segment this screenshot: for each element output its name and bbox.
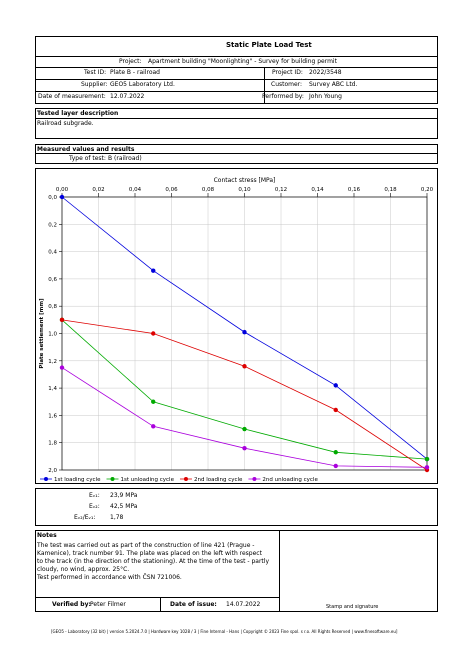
ratio-label: Eᵥ₂/Eᵥ₁: [74,514,96,521]
x-tick-label: 0,08 [201,187,215,193]
ev1-value: 23,9 MPa [110,492,138,499]
data-point [242,364,246,368]
x-tick-label: 0,12 [274,187,288,193]
date-value: 12.07.2022 [110,93,145,100]
ratio-value: 1,78 [110,514,124,521]
data-point [151,331,155,335]
legend-swatch-marker [111,477,115,481]
y-tick-label: 1,4 [48,386,57,393]
test-type-label: Type of test: [69,155,106,162]
customer-value: Survey ABC Ltd. [309,81,358,88]
ev2-label: Eᵥ₂: [89,503,100,510]
verified-value: Peter Filmer [90,601,126,608]
legend-entry: 2nd loading cycle [193,477,243,483]
test-type-value: B (railroad) [108,155,142,162]
project-label: Project: [119,58,142,65]
x-tick-label: 0,10 [238,187,251,193]
data-point [60,365,64,369]
test-id-label: Test ID: [84,69,107,76]
x-tick-label: 0,18 [384,187,397,193]
data-point [151,424,155,428]
date-of-issue-label: Date of issue: [170,601,217,608]
project-value: Apartment building "Moonlighting" - Survey for building permit [148,58,337,65]
y-tick-label: 1,6 [48,413,57,420]
footer-copyright: [GEO5 - Laboratory (32 bit) | version 5.2024.7.0 | Hardware key 1028 / 3 | Fine Internal - Hans | Copyright © 2023 Fine spol. s r.o. All Rights Reserved | www.finesoftware.eu] [51,629,398,634]
data-point [151,269,155,273]
y-axis-label: Plate settlement [mm] [39,298,45,369]
data-point [151,400,155,404]
data-point [334,383,338,387]
legend-entry: 1st unloading cycle [120,477,174,483]
tested-layer-text: Railroad subgrade. [37,120,94,127]
x-tick-label: 0,20 [420,187,434,193]
y-tick-label: 1,8 [48,440,57,447]
supplier-value: GEO5 Laboratory Ltd. [110,81,175,88]
performed-label: Performed by: [262,93,304,100]
verified-label: Verified by: [52,601,91,608]
x-axis-label: Contact stress [MPa] [213,177,276,184]
legend-entry: 2nd unloading cycle [262,477,318,483]
data-point [334,408,338,412]
x-tick-label: 0,00 [55,187,69,193]
stamp-signature-label: Stamp and signature [326,604,379,610]
y-tick-label: 0,8 [48,304,57,311]
y-tick-label: 1,2 [48,358,57,365]
ev2-value: 42,5 MPa [110,503,138,510]
data-point [242,330,246,334]
y-tick-label: 0,6 [48,276,57,283]
data-point [425,465,429,469]
legend-swatch-marker [252,477,256,481]
data-point [242,446,246,450]
y-tick-label: 0,4 [48,249,57,256]
y-tick-label: 0,0 [48,195,57,201]
y-tick-label: 0,2 [48,222,57,229]
report-title: Static Plate Load Test [226,41,312,49]
tested-layer-heading: Tested layer description [37,110,119,117]
notes-line: The test was carried out as part of the construction of line 421 (Prague - [37,542,255,549]
divider [160,597,161,612]
data-point [60,318,64,322]
notes-text [37,542,269,582]
y-tick-label: 1,0 [48,331,57,338]
notes-line: cloudy, no wind, approx. 25°C. [37,566,130,573]
y-tick-label: 2,0 [48,468,57,474]
notes-line: Kamenice), track number 91. The plate was placed on the left with respect [37,550,262,557]
legend-swatch-marker [184,477,188,481]
ev1-label: Eᵥ₁: [89,492,100,499]
legend-entry: 1st loading cycle [54,477,101,483]
notes-line: Test performed in accordance with ČSN 721006. [37,574,182,581]
test-id-value: Plate B - railroad [110,69,160,76]
data-point [334,464,338,468]
data-point [334,450,338,454]
project-id-label: Project ID: [272,69,303,76]
measured-heading: Measured values and results [37,146,135,153]
data-point [425,457,429,461]
x-tick-label: 0,14 [311,187,324,193]
x-tick-label: 0,04 [128,187,142,193]
legend-swatch-marker [44,477,48,481]
data-point [60,195,64,199]
divider [279,530,280,612]
divider [35,597,280,598]
project-id-value: 2022/3548 [309,69,342,76]
x-tick-label: 0,16 [347,187,361,193]
performed-value: John Young [309,93,342,100]
date-label: Date of measurement: [38,93,106,100]
customer-label: Customer: [271,81,303,88]
notes-heading: Notes [37,532,57,539]
x-tick-label: 0,06 [165,187,178,193]
data-point [242,427,246,431]
date-of-issue-value: 14.07.2022 [226,601,261,608]
x-tick-label: 0,02 [92,187,105,193]
supplier-label: Supplier: [81,81,108,88]
notes-line: to the track (in the direction of the stationing). At the time of the test - partly [37,558,270,565]
